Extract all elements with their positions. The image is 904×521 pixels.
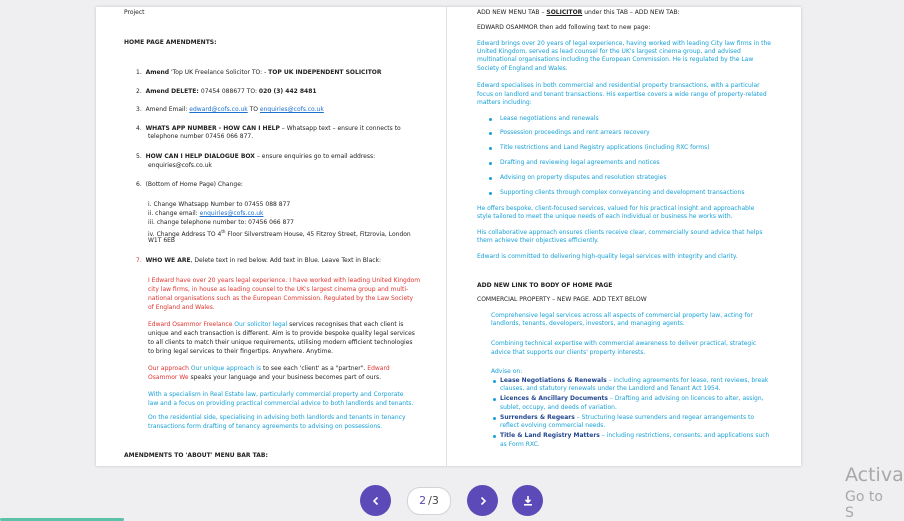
cp-line: Comprehensive legal services across all aspects of commercial property law, acting for [491,312,753,319]
list-item: Lease Negotiations & Renewals – including agreements for lease, rent reviews, break [500,377,769,384]
list-item-continuation: telephone number 07456 066 877. [148,133,254,140]
cp-line: Combining technical expertise with commercial awareness to deliver practical, strategic [491,340,757,347]
bio-line: Edward is committed to delivering high-quality legal services with integrity and clarity. [477,253,738,260]
list-item: Title & Land Registry Matters – including restrictions, consents, and applications such [500,432,770,439]
bullet-icon [489,192,492,195]
bullet-icon [489,177,492,180]
bullet-icon [493,398,496,401]
home-amendments-heading: HOME PAGE AMENDMENTS: [124,39,217,46]
list-item: 5. HOW CAN I HELP DIALOGUE BOX – ensure enquiries go to email address: [136,153,376,160]
cp-line: landlords, tenants, developers, investors, and managing agents. [491,320,685,327]
chevron-left-icon [371,496,381,506]
bio-line: United Kingdom, served as lead counsel for the UK's largest cinema group, and advised [477,48,741,55]
pager-controls [360,485,543,516]
current-page: 2 [419,494,427,507]
bullet-icon [493,417,496,420]
bullet-icon [489,147,492,150]
sub-item: ii. change email: enquiries@cofs.co.uk [148,210,264,217]
sub-item-continuation: W1T 6EB [148,237,176,244]
bullet-icon [489,162,492,165]
new-menu-tab-heading: ADD NEW MENU TAB – SOLICITOR under this TAB – ADD NEW TAB: [477,9,680,16]
document-page-right [447,7,801,466]
bio-line: focus on landlord and tenant transactions. His expertise covers a wide range of property-related [477,91,767,98]
list-item: Advising on property disputes and resolution strategies [500,174,667,181]
page-indicator [407,487,451,515]
download-icon [522,495,534,507]
email-link[interactable]: enquiries@cofs.co.uk [259,106,324,113]
email-link[interactable]: edward@cofs.co.uk [189,106,248,113]
list-item: 3. Amend Email: edward@cofs.co.uk TO enquiries@cofs.co.uk [136,106,324,113]
previous-page-button[interactable] [360,485,391,516]
list-item: Surrenders & Regears – Structuring lease surrenders and regear arrangements to [500,414,755,421]
list-item: 7. WHO WE ARE, Delete text in red below. Add text in Blue. Leave Text in Black: [136,257,382,264]
sub-item: iv. Change Address TO 4th Floor Silverstream House, 45 Fitzroy Street, Fitzrovia, London [148,229,411,238]
list-item: 1. Amend 'Top UK Freelance Solicitor TO: - TOP UK INDEPENDENT SOLICITOR [136,69,382,76]
deleted-text: city law firms, in house as leading counsel to the UK's largest cinema group and multi- [148,286,409,293]
paragraph-line: to bring legal services to their fingertips. Anywhere. Anytime. [148,348,334,355]
page-separator: / [428,494,432,507]
bio-line: matters including: [477,99,532,106]
sub-item: iii. change telephone number to: 07456 066 877 [148,219,294,226]
bio-line: multinational organisations including the European Commission. He is regulated by the Law [477,56,754,63]
paragraph-line: to all clients to match their unique requirements, utilising modern efficient technologies [148,339,413,346]
commercial-property-heading: COMMERCIAL PROPERTY – NEW PAGE. ADD TEXT BELOW [477,296,647,303]
bio-line: style tailored to meet the unique needs of each individual or business he works with. [477,213,733,220]
total-pages: 3 [431,494,439,507]
bullet-icon [493,435,496,438]
bio-line: He offers bespoke, client-focused services, valued for his practical insight and approachable [477,205,755,212]
sub-item: i. Change Whatsapp Number to 07455 088 877 [148,201,291,208]
new-page-instruction: EDWARD OSAMMOR then add following text to new page: [477,24,651,31]
added-text: With a specialism in Real Estate law, particularly commercial property and Corporate [148,391,404,398]
added-text: On the residential side, specialising in advising both landlords and tenants in tenancy [148,414,406,421]
document-viewer[interactable] [96,7,801,466]
bullet-icon [493,380,496,383]
list-item: 6. (Bottom of Home Page) Change: [136,181,243,188]
bullet-icon [489,132,492,135]
document-page-left [96,7,446,466]
chevron-right-icon [478,496,488,506]
paragraph-line: Osammor We speaks your language and your business becomes part of ours. [148,374,382,381]
deleted-text: national organisations such as the European Commission. Regulated by the Law Society [148,295,414,302]
bio-line: His collaborative approach ensures clients receive clear, commercially sound advice that helps [477,229,763,236]
list-item: Title restrictions and Land Registry applications (including RXC forms) [500,144,710,151]
list-item: Lease negotiations and renewals [500,115,599,122]
new-link-heading: ADD NEW LINK TO BODY OF HOME PAGE [477,282,613,289]
about-amendments-heading: AMENDMENTS TO 'ABOUT' MENU BAR TAB: [124,452,268,459]
added-text: transactions form drafting of tenancy agreements to advising on possessions. [148,423,383,430]
deleted-text: of England and Wales. [148,304,215,311]
cp-line: advice that supports our clients' property interests. [491,349,646,356]
list-item-continuation: sublet, occupy, and deeds of variation. [500,404,617,411]
added-text: law and a focus on providing practical commercial advice to both landlords and tenants. [148,400,414,407]
list-item: 4. WHATS APP NUMBER - HOW CAN I HELP – Whatsapp text – ensure it connects to [136,125,401,132]
paragraph-line: unique and each transaction is different. Aim is to provide bespoke quality legal services [148,330,415,337]
list-item: 2. Amend DELETE: 07454 088677 TO: 020 (3) 442 8481 [136,88,317,95]
deleted-text: I Edward have over 20 years legal experience. I have worked with leading United Kingdom [148,277,421,284]
download-button[interactable] [512,485,543,516]
bio-line: Edward brings over 20 years of legal experience, having worked with leading City law firms in the [477,40,771,47]
list-item: Possession proceedings and rent arrears recovery [500,129,650,136]
list-item-continuation: enquiries@cofs.co.uk [148,162,212,169]
email-link[interactable]: enquiries@cofs.co.uk [199,210,264,217]
project-label: Project [124,9,145,16]
activation-watermark-subtext: Go to S [845,489,883,521]
next-page-button[interactable] [467,485,498,516]
bio-line: Society of England and Wales. [477,65,568,72]
activation-watermark: Activa [845,464,904,486]
list-item: Licences & Ancillary Documents – Drafting and advising on licences to alter, assign, [500,395,764,402]
list-item-continuation: as Form RXC. [500,441,540,448]
list-item-continuation: reflect evolving commercial needs. [500,422,606,429]
bio-line: them achieve their objectives efficiently. [477,237,599,244]
bullet-icon [489,118,492,121]
list-item: Supporting clients through complex conveyancing and development transactions [500,189,745,196]
advise-label: Advise on: [491,368,523,375]
list-item-continuation: clauses, and statutory renewals under the Landlord and Tenant Act 1954. [500,385,721,392]
paragraph-line: Our approach Our unique approach is to see each 'client' as a "partner". Edward [148,365,390,372]
bio-line: Edward specialises in both commercial and residential property transactions, with a particular [477,82,760,89]
list-item: Drafting and reviewing legal agreements and notices [500,159,660,166]
paragraph-line: Edward Osammor Freelance Our solicitor legal services recognises that each client is [148,321,404,328]
